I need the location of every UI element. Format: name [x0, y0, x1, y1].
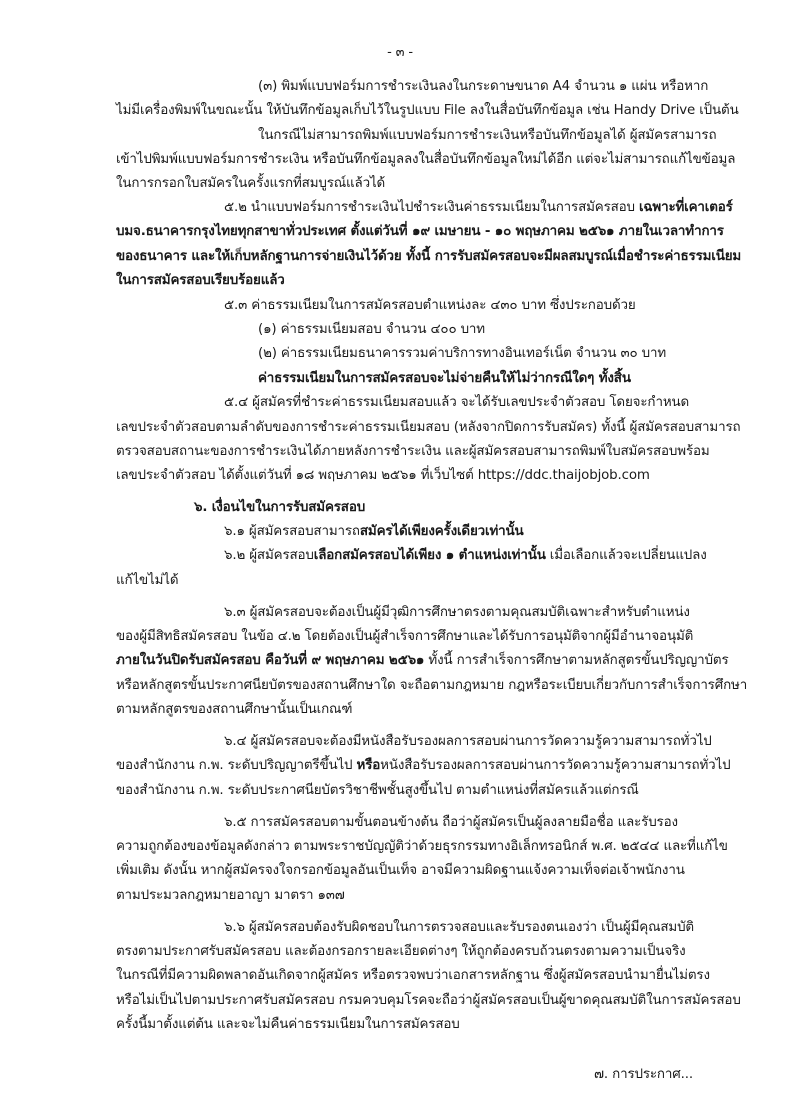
page-number: - ๓ - [387, 45, 413, 60]
s6-2-tail: เมื่อเลือกแล้วจะเปลี่ยนแปลง [545, 548, 707, 563]
s5-2-line-1 [224, 199, 733, 217]
s6-6-line-4: หรือไม่เป็นไปตามประกาศรับสมัครสอบ กรมควบคุมโรคจะถือว่าผู้สมัครสอบเป็นผู้ขาดคุณสมบัติในการสมัครสอบ [116, 993, 741, 1008]
s5-4-line-4: เลขประจำตัวสอบ ได้ตั้งแต่วันที่ ๑๘ พฤษภาคม ๒๕๖๑ ที่เว็บไซต์ https://ddc.thaijobjob.com [116, 468, 650, 483]
s6-4-line-1: ๖.๔ ผู้สมัครสอบจะต้องมีหนังสือรับรองผลการสอบผ่านการวัดความรู้ความสามารถทั่วไป [224, 734, 712, 749]
s5-2-line-2: บมจ.ธนาคารกรุงไทยทุกสาขาทั่วประเทศ ตั้งแต่วันที่ ๑๙ เมษายน - ๑๐ พฤษภาคม ๒๕๖๑ ภายในเวลาทำการ [116, 224, 724, 239]
s6-3-tail: ทั้งนี้ การสำเร็จการศึกษาตามหลักสูตรขั้นปริญญาบัตร [424, 653, 729, 668]
s5-3-no-refund: ค่าธรรมเนียมในการสมัครสอบจะไม่จ่ายคืนให้ไม่ว่ากรณีใดๆ ทั้งสิ้น [258, 371, 631, 386]
s6-1-line [224, 523, 524, 541]
s6-5-line-4: ตามประมวลกฎหมายอาญา มาตรา ๑๓๗ [116, 888, 345, 903]
s5-1-line-4: เข้าไปพิมพ์แบบฟอร์มการชำระเงิน หรือบันทึกข้อมูลลงในสื่อบันทึกข้อมูลใหม่ได้อีก แต่จะไม่สามารถแก้ไขข้อมูล [116, 152, 736, 167]
s5-3-fee-bank: (๒) ค่าธรรมเนียมธนาคารรวมค่าบริการทางอินเทอร์เน็ต จำนวน ๓๐ บาท [258, 346, 667, 361]
s6-6-line-3: ในกรณีที่มีความผิดพลาดอันเกิดจากผู้สมัคร หรือตรวจพบว่าเอกสารหลักฐาน ซึ่งผู้สมัครสอบนำมายื่นไม่ตรง [116, 968, 710, 983]
s6-5-line-3: เพิ่มเติม ดังนั้น หากผู้สมัครจงใจกรอกข้อมูลอันเป็นเท็จ อาจมีความผิดฐานแจ้งความเท็จต่อเจ้าพนักงาน [116, 863, 685, 878]
s5-1-line-5: ในการกรอกใบสมัครในครั้งแรกที่สมบูรณ์แล้วได้ [116, 176, 386, 191]
s6-4-tail: หนังสือรับรองผลการสอบผ่านการวัดความรู้ความสามารถทั่วไป [380, 758, 731, 773]
s5-4-line-3: ตรวจสอบสถานะของการชำระเงินได้ภายหลังการชำระเงิน และผู้สมัครสอบสามารถพิมพ์ใบสมัครสอบพร้อม [116, 444, 710, 459]
s6-3-line-1: ๖.๓ ผู้สมัครสอบจะต้องเป็นผู้มีวุฒิการศึกษาตรงตามคุณสมบัติเฉพาะสำหรับตำแหน่ง [224, 605, 690, 620]
s6-3-line-4: หรือหลักสูตรขั้นประกาศนียบัตรของสถานศึกษาใด จะถือตามกฎหมาย กฎหรือระเบียบเกี่ยวกับการสำเร็จการศึกษา [116, 678, 748, 693]
section-6-heading: ๖. เงื่อนไขในการรับสมัครสอบ [194, 500, 366, 515]
s6-6-line-1: ๖.๖ ผู้สมัครสอบต้องรับผิดชอบในการตรวจสอบและรับรองตนเองว่า เป็นผู้มีคุณสมบัติ [224, 920, 694, 935]
s5-2-line-4: ในการสมัครสอบเรียบร้อยแล้ว [116, 273, 285, 288]
s6-5-line-2: ความถูกต้องของข้อมูลดังกล่าว ตามพระราชบัญญัติว่าด้วยธุรกรรมทางอิเล็กทรอนิกส์ พ.ศ. ๒๕๔๔ และที่แก้ไข [116, 839, 728, 854]
s6-2-line-2: แก้ไขไม่ได้ [116, 573, 179, 588]
s6-4-line-2 [116, 757, 731, 775]
s6-2-text: ๖.๒ ผู้สมัครสอบ [224, 548, 314, 563]
s6-6-line-2: ตรงตามประกาศรับสมัครสอบ และต้องกรอกรายละเอียดต่างๆ ให้ถูกต้องครบถ้วนตรงตามความเป็นจริง [116, 944, 686, 959]
s5-4-line-2: เลขประจำตัวสอบตามลำดับของการชำระค่าธรรมเนียมสอบ (หลังจากปิดการรับสมัคร) ทั้งนี้ ผู้สมัครสอบสามารถ [116, 420, 741, 435]
s6-2-bold: เลือกสมัครสอบได้เพียง ๑ ตำแหน่งเท่านั้น [313, 548, 546, 563]
s5-1-line-1: (๓) พิมพ์แบบฟอร์มการชำระเงินลงในกระดาษขนาด A4 จำนวน ๑ แผ่น หรือหาก [258, 79, 709, 94]
s5-2-line-3: ของธนาคาร และให้เก็บหลักฐานการจ่ายเงินไว้ด้วย ทั้งนี้ การรับสมัครสอบจะมีผลสมบูรณ์เมื่อชำระค่าธรรมเนียม [116, 249, 742, 264]
s5-3-fee-exam: (๑) ค่าธรรมเนียมสอบ จำนวน ๔๐๐ บาท [258, 322, 485, 337]
s5-2-text: ๕.๒ นำแบบฟอร์มการชำระเงินไปชำระเงินค่าธรรมเนียมในการสมัครสอบ [224, 200, 639, 215]
s6-6-line-5: ครั้งนี้มาตั้งแต่ต้น และจะไม่คืนค่าธรรมเนียมในการสมัครสอบ [116, 1017, 460, 1032]
s5-2-bold-counter: เฉพาะที่เคาเตอร์ [639, 200, 733, 215]
s6-4-line-3: ของสำนักงาน ก.พ. ระดับประกาศนียบัตรวิชาชีพชั้นสูงขึ้นไป ตามตำแหน่งที่สมัครแล้วแต่กรณี [116, 783, 639, 798]
s6-1-bold: สมัครได้เพียงครั้งเดียวเท่านั้น [359, 524, 524, 539]
s5-4-line-1: ๕.๔ ผู้สมัครที่ชำระค่าธรรมเนียมสอบแล้ว จะได้รับเลขประจำตัวสอบ โดยจะกำหนด [224, 395, 690, 410]
s6-5-line-1: ๖.๕ การสมัครสอบตามขั้นตอนข้างต้น ถือว่าผู้สมัครเป็นผู้ลงลายมือชื่อ และรับรอง [224, 815, 678, 830]
s5-1-line-3: ในกรณีไม่สามารถพิมพ์แบบฟอร์มการชำระเงินหรือบันทึกข้อมูลได้ ผู้สมัครสามารถ [258, 128, 717, 143]
s6-3-line-2: ของผู้มีสิทธิสมัครสอบ ในข้อ ๔.๒ โดยต้องเป็นผู้สำเร็จการศึกษาและได้รับการอนุมัติจากผู้มีอำนาจอนุมัติ [116, 629, 694, 644]
next-page-catchword: ๗. การประกาศ... [594, 1067, 693, 1082]
s6-3-line-3 [116, 652, 728, 670]
s6-4-bold-or: หรือ [356, 758, 381, 773]
s6-3-bold-date: ภายในวันปิดรับสมัครสอบ คือวันที่ ๙ พฤษภาคม ๒๕๖๑ [116, 653, 425, 668]
s5-1-line-2: ไม่มีเครื่องพิมพ์ในขณะนั้น ให้บันทึกข้อมูลเก็บไว้ในรูปแบบ File ลงในสื่อบันทึกข้อมูล เช่น Handy Drive เป็นต้น [116, 103, 739, 118]
s6-4-text: ของสำนักงาน ก.พ. ระดับปริญญาตรีขึ้นไป [116, 758, 357, 773]
s5-3-line-1: ๕.๓ ค่าธรรมเนียมในการสมัครสอบตำแหน่งละ ๔๓๐ บาท ซึ่งประกอบด้วย [224, 298, 636, 313]
s6-2-line-1 [224, 547, 707, 565]
s6-3-line-5: ตามหลักสูตรของสถานศึกษานั้นเป็นเกณฑ์ [116, 702, 353, 717]
s6-1-text: ๖.๑ ผู้สมัครสอบสามารถ [224, 524, 360, 539]
